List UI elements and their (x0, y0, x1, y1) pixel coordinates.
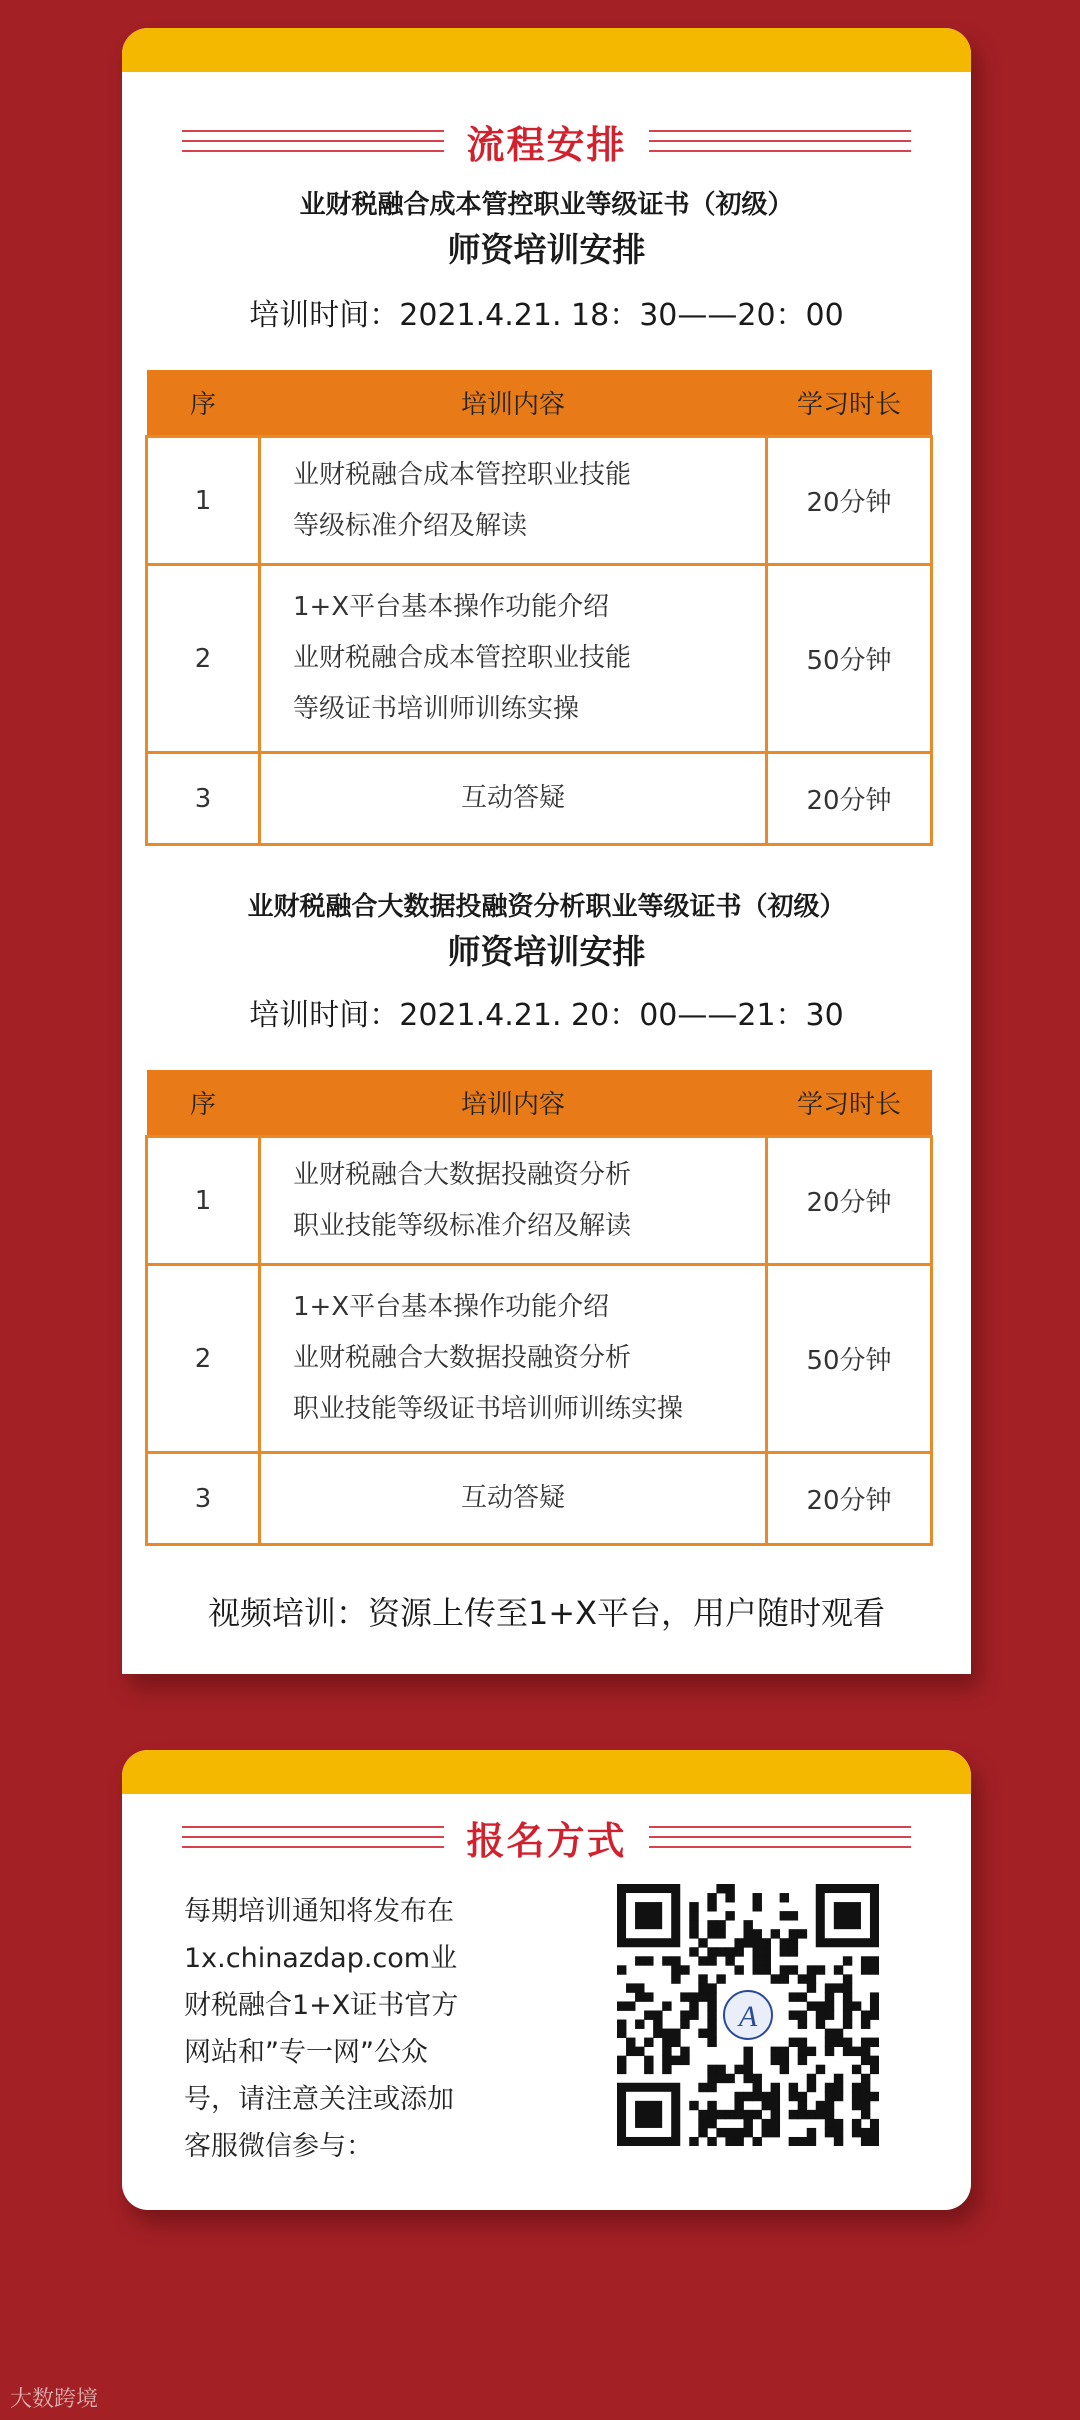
section-title: 报名方式 (466, 1818, 627, 1863)
header-duration: 学习时长 (767, 370, 932, 437)
cert-title-2: 业财税融合大数据投融资分析职业等级证书（初级） (247, 892, 846, 922)
text-line: 每期培训通知将发布在 (184, 1896, 454, 1927)
row-content (260, 1453, 767, 1545)
content-line: 业财税融合成本管控职业技能 (293, 643, 632, 673)
text-line: 客服微信参与： (184, 2131, 373, 2162)
decor-lines-right (649, 1826, 911, 1848)
section-title: 流程安排 (466, 122, 627, 167)
card-top-bar (122, 1750, 971, 1794)
video-note: 视频培训：资源上传至1+X平台，用户随时观看 (207, 1594, 886, 1632)
content-line: 等级标准介绍及解读 (293, 510, 528, 541)
row-duration: 20分钟 (767, 753, 932, 845)
text-line: 1x.chinazdap.com业 (184, 1943, 458, 1974)
qr-code-graphic (617, 1884, 879, 2146)
row-no: 3 (147, 753, 260, 845)
table-header-row (147, 1070, 932, 1137)
content-line: 互动答疑 (460, 783, 565, 813)
content-line: 等级证书培训师训练实操 (293, 694, 580, 724)
row-content (260, 565, 767, 753)
row-duration: 20分钟 (767, 437, 932, 565)
registration-text (184, 1888, 514, 2170)
schedule-table-2 (145, 1070, 933, 1546)
row-content (260, 437, 767, 565)
registration-card (122, 1750, 971, 2210)
schedule-card (122, 28, 971, 1674)
row-no: 1 (147, 437, 260, 565)
row-duration: 50分钟 (767, 565, 932, 753)
section-header-schedule (122, 116, 971, 166)
subtitle-2: 师资培训安排 (447, 932, 646, 971)
table-row (147, 437, 932, 565)
row-no: 1 (147, 1137, 260, 1265)
row-content (260, 753, 767, 845)
text-line: 财税融合1+X证书官方 (184, 1990, 459, 2021)
content-line: 职业技能等级标准介绍及解读 (293, 1210, 632, 1241)
content-line: 业财税融合大数据投融资分析 (293, 1159, 632, 1190)
content-line: 互动答疑 (460, 1483, 565, 1513)
schedule-table-1 (145, 370, 933, 846)
header-content: 培训内容 (260, 370, 767, 437)
header-no: 序 (147, 1070, 260, 1137)
row-no: 2 (147, 1265, 260, 1453)
table-row (147, 1265, 932, 1453)
table-row (147, 565, 932, 753)
header-content: 培训内容 (260, 1070, 767, 1137)
qr-code-icon[interactable] (617, 1884, 879, 2146)
header-no: 序 (147, 370, 260, 437)
text-line: 网站和”专一网”公众 (184, 2037, 428, 2068)
content-line: 1+X平台基本操作功能介绍 (293, 592, 610, 622)
row-no: 3 (147, 1453, 260, 1545)
row-content (260, 1265, 767, 1453)
table-row (147, 1453, 932, 1545)
content-line: 业财税融合成本管控职业技能 (293, 459, 632, 490)
watermark-logo: 大数跨境 (10, 2387, 99, 2412)
row-duration: 20分钟 (767, 1453, 932, 1545)
table-row (147, 753, 932, 845)
decor-lines-right (649, 130, 911, 152)
training-time-2: 培训时间：2021.4.21. 20：00——21：30 (249, 998, 844, 1033)
table-header-row (147, 370, 932, 437)
row-content (260, 1137, 767, 1265)
card-top-bar (122, 28, 971, 72)
header-duration: 学习时长 (767, 1070, 932, 1137)
decor-lines-left (182, 1826, 444, 1848)
section-header-registration (122, 1812, 971, 1862)
training-time-1: 培训时间：2021.4.21. 18：30——20：00 (249, 298, 844, 333)
row-duration: 20分钟 (767, 1137, 932, 1265)
text-line: 号，请注意关注或添加 (184, 2084, 454, 2115)
content-line: 业财税融合大数据投融资分析 (293, 1343, 632, 1373)
content-line: 1+X平台基本操作功能介绍 (293, 1292, 610, 1322)
decor-lines-left (182, 130, 444, 152)
qr-logo-mark: A (738, 2000, 758, 2033)
table-row (147, 1137, 932, 1265)
subtitle-1: 师资培训安排 (447, 230, 646, 269)
content-line: 职业技能等级证书培训师训练实操 (293, 1394, 684, 1424)
row-no: 2 (147, 565, 260, 753)
cert-title-1: 业财税融合成本管控职业等级证书（初级） (299, 190, 794, 220)
row-duration: 50分钟 (767, 1265, 932, 1453)
